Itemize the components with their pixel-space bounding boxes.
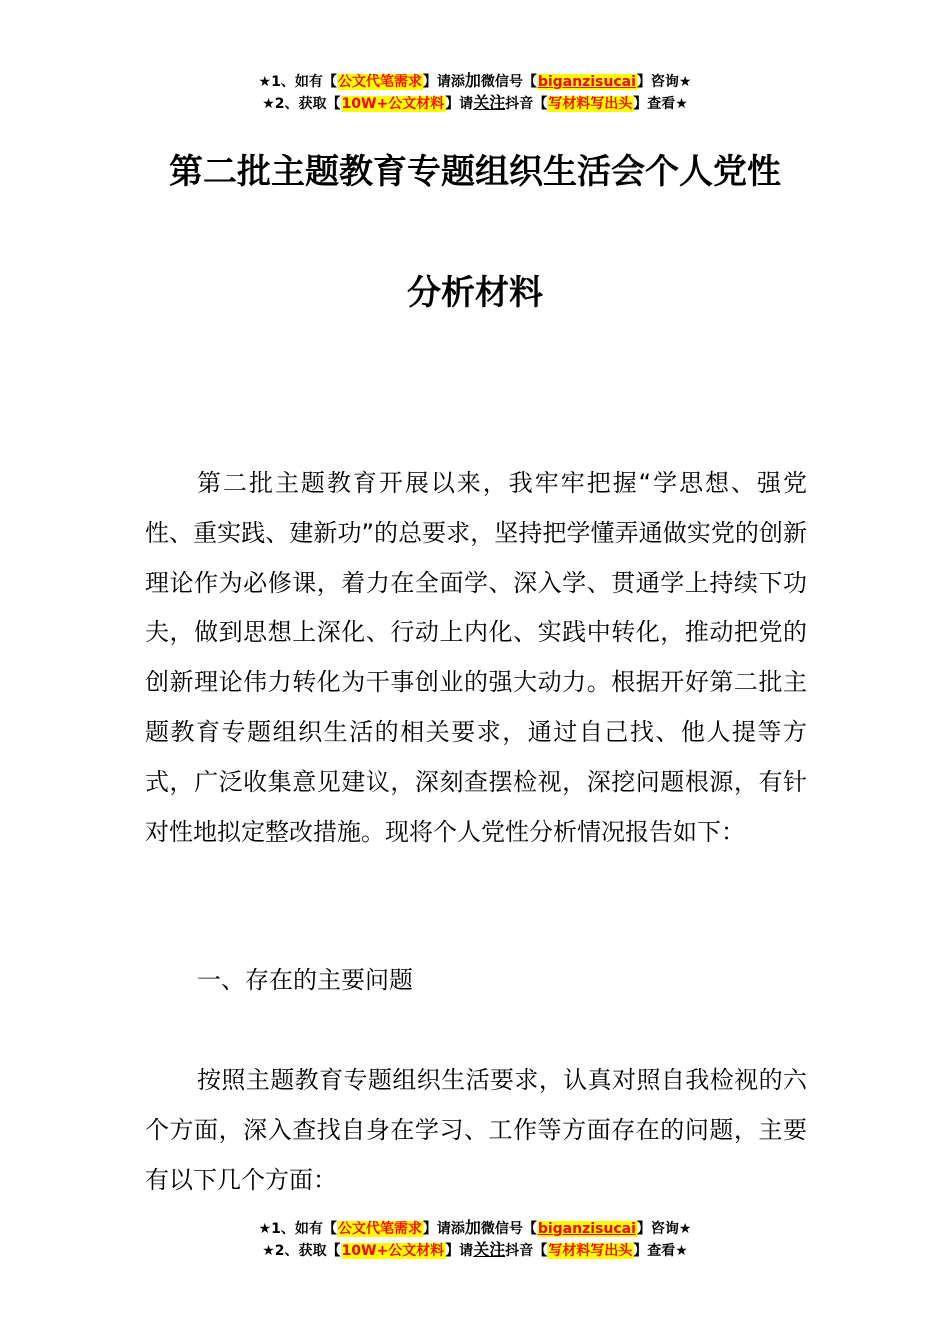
highlight-service: 公文代笔需求 [337,1221,422,1237]
banner-text: ★2、获取【 [262,1243,341,1259]
banner-text: ★1、如有【 [258,74,337,90]
banner-text: ★2、获取【 [262,96,341,112]
highlight-wechat-id: biganzisucai [537,74,636,90]
section-heading-problems: 一、存在的主要问题 [197,966,413,994]
banner-text: 】请添 [422,1221,465,1237]
banner-emphasis: 加 [464,71,481,90]
banner-line-1 [0,70,950,92]
banner-text: 】请 [445,96,474,112]
body-paragraph-problems: 按照主题教育专题组织生活要求，认真对照自我检视的六个方面，深入查找自身在学习、工作等方面存在的问题，主要有以下几个方面： [145,1066,807,1194]
banner-text: 抖音【 [505,96,548,112]
highlight-service: 公文代笔需求 [337,74,422,90]
highlight-wechat-id: biganzisucai [537,1221,636,1237]
footer-banner [0,1217,950,1261]
banner-text: 】咨询★ [636,74,692,90]
banner-emphasis: 加 [464,1218,481,1237]
header-banner [0,70,950,114]
body-paragraph-intro: 第二批主题教育开展以来，我牢牢把握“学思想、强党性、重实践、建新功”的总要求，坚持把学懂弄通做实党的创新理论作为必修课，着力在全面学、深入学、贯通学上持续下功夫，做到思想上深化、行动上内化、实践中转化，推动把党的创新理论伟力转化为干事创业的强大动力。根据开好第二批主题教育专题组织生活的相关要求，通过自己找、他人提等方式，广泛收集意见建议，深刻查摆检视，深挖问题根源，有针对性地拟定整改措施。现将个人党性分析情况报告如下： [145,469,807,846]
banner-line-2 [0,92,950,114]
highlight-materials: 10W+公文材料 [341,1243,445,1259]
banner-text: ★1、如有【 [258,1221,337,1237]
banner-text: 】请 [445,1243,474,1259]
highlight-douyin: 写材料写出头 [548,1243,633,1259]
banner-emphasis: 关注 [473,93,506,112]
highlight-douyin: 写材料写出头 [548,96,633,112]
banner-emphasis: 关注 [473,1240,506,1259]
document-title-line-1: 第二批主题教育专题组织生活会个人党性 [169,152,781,192]
highlight-materials: 10W+公文材料 [341,96,445,112]
banner-text: 】查看★ [633,1243,688,1259]
banner-text: 抖音【 [505,1243,548,1259]
banner-text: 】请添 [422,74,465,90]
banner-line-1 [0,1217,950,1239]
banner-text: 】咨询★ [636,1221,692,1237]
banner-text: 微信号【 [480,74,537,90]
document-title-line-2: 分析材料 [407,273,543,313]
banner-line-2 [0,1239,950,1261]
banner-text: 】查看★ [633,96,688,112]
banner-text: 微信号【 [480,1221,537,1237]
